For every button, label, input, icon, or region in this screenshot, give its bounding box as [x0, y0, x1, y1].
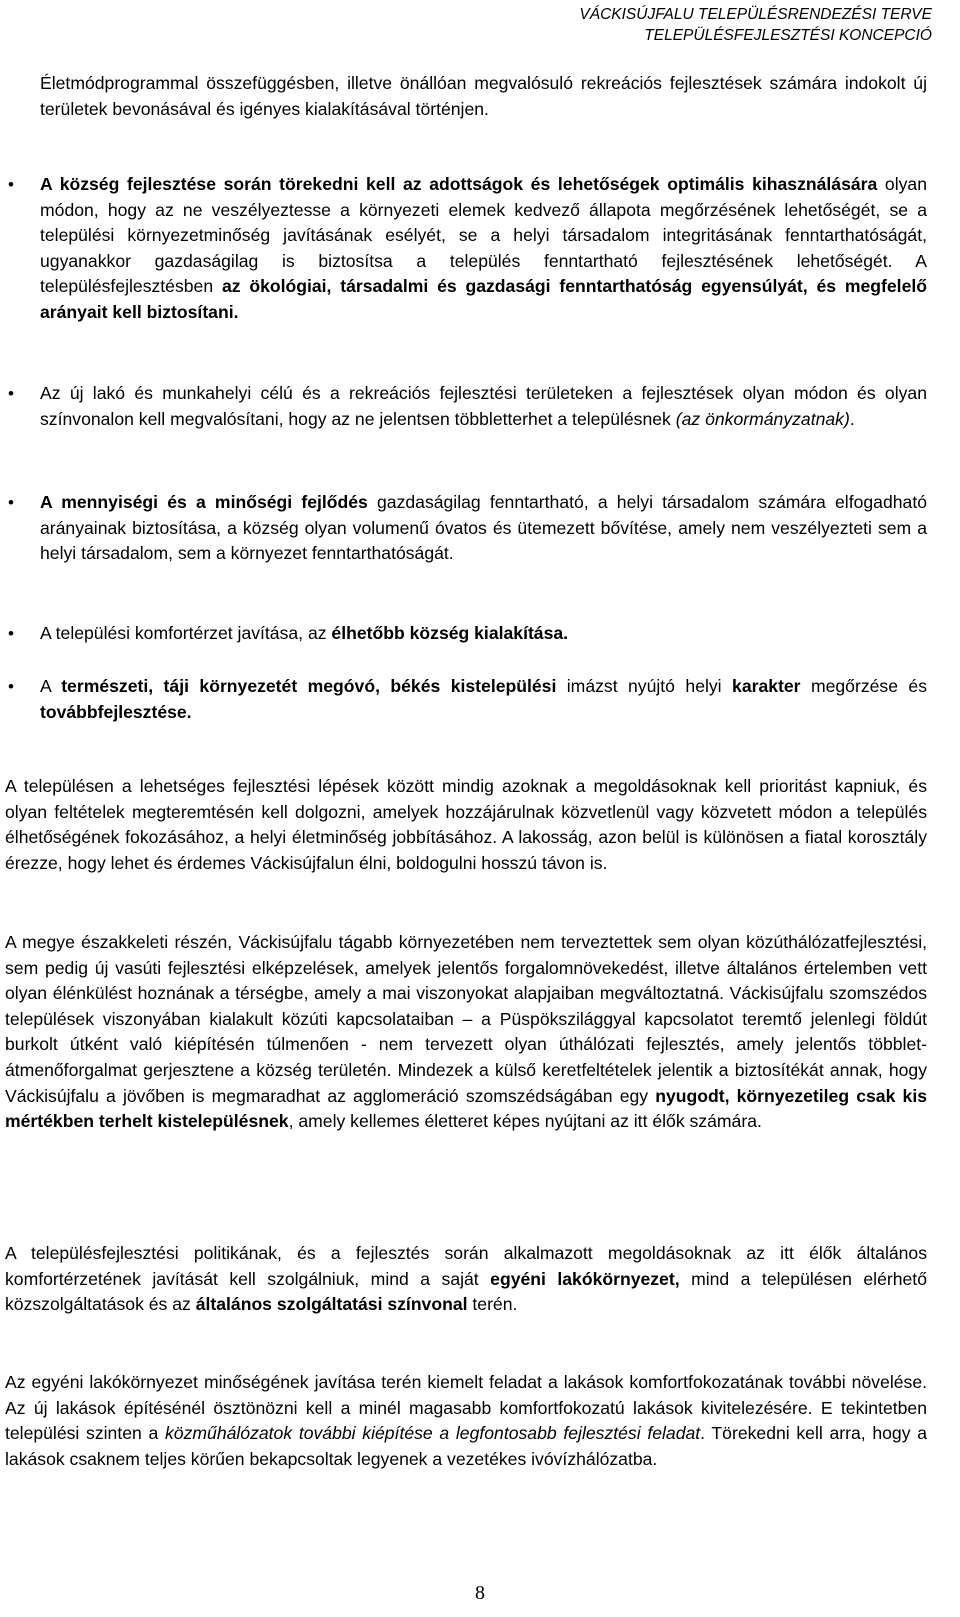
- header-subtitle: TELEPÜLÉSFEJLESZTÉSI KONCEPCIÓ: [644, 27, 932, 44]
- body-paragraph: [5, 1241, 927, 1318]
- bullet-item: [8, 172, 927, 326]
- bullet-bold-text: A mennyiségi és a minőségi fejlődés: [40, 492, 368, 512]
- bullet-icon: •: [8, 493, 14, 512]
- bullet-icon: •: [8, 677, 14, 696]
- paragraph-bold-text: általános szolgáltatási színvonal: [195, 1294, 468, 1315]
- bullet-item: [8, 381, 927, 432]
- paragraph-bold-text: egyéni lakókörnyezet,: [490, 1268, 680, 1289]
- bullet-text: .: [849, 408, 855, 429]
- bullet-text: megőrzése és: [800, 676, 927, 696]
- bullet-text: imázst nyújtó helyi: [556, 676, 733, 696]
- paragraph-italic-text: közműhálózatok további kiépítése a legfontosabb fejlesztési feladat: [165, 1423, 701, 1444]
- bullet-icon: •: [8, 624, 14, 643]
- paragraph-text: . Törekedni kell arra, hogy a lakások csaknem teljes körűen bekapcsoltak legyenek a vezetékes ivóvízhálózatba.: [5, 1423, 928, 1469]
- bullet-bold-text: továbbfejlesztése.: [40, 701, 192, 722]
- bullet-text: A: [40, 676, 62, 696]
- bullet-icon: •: [8, 175, 14, 194]
- bullet-bold-text: az ökológiai, társadalmi és gazdasági fenntarthatóság egyensúlyát, és megfelelő arányait kell biztosítani.: [40, 276, 927, 322]
- running-header: [579, 4, 932, 46]
- header-title: VÁCKISÚJFALU TELEPÜLÉSRENDEZÉSI TERVE: [579, 6, 932, 23]
- paragraph-text: mind a településen elérhető közszolgáltatások és az: [5, 1268, 927, 1315]
- paragraph-text: , amely kellemes életteret képes nyújtani az itt élők számára.: [288, 1111, 762, 1132]
- bullet-italic-text: (az önkormányzatnak): [675, 408, 850, 429]
- bullet-text: A települési komfortérzet javítása, az: [40, 623, 332, 643]
- paragraph-text: A megye északkeleti részén, Váckisújfalu tágabb környezetében nem terveztettek sem olyan közúthálózatfejlesztési, sem pedig új vasúti fejlesztési elképzelések, amelyek jelentős forgalomnövekedést, illetve általános értelemben vett olyan élénkülést hoznának a térségbe, amely a mai viszonyokat alapjaiban megváltoztatná. Váckisújfalu szomszédos települések viszonyában kialakult közúti kapcsolataiban – a Püspökszilággyal kapcsolatot teremtő jelenlegi földút burkolt útként való kiépítésén túlmenően - nem tervezett olyan úthálózati fejlesztés, amely jelentős többlet-átmenőforgalmat gerjesztene a község területén. Mindezek a külső keretfeltételek jelentik a biztosítékát annak, hogy Váckisújfalu a jövőben is megmaradhat az agglomeráció szomszédságában egy: [5, 932, 927, 1106]
- body-paragraph: [5, 1370, 927, 1472]
- page-number: 8: [475, 1582, 485, 1604]
- bullet-bold-text: élhetőbb község kialakítása.: [331, 623, 569, 643]
- paragraph-text: terén.: [467, 1294, 518, 1315]
- paragraph-text: A településfejlesztési politikának, és a fejlesztés során alkalmazott megoldásoknak az itt élők általános komfortérzetének javítását kell szolgálniuk, mind a saját: [5, 1243, 927, 1289]
- bullet-item: [8, 490, 927, 567]
- bullet-bold-text: karakter: [732, 676, 801, 696]
- bullet-icon: •: [8, 384, 14, 403]
- body-paragraph: A településen a lehetséges fejlesztési lépések között mindig azoknak a megoldásoknak kell prioritást kapniuk, és olyan feltételek megteremtésén kell dolgozni, amelyek hozzájárulnak közvetlenül vagy közvetett módon a település élhetőségének fokozásához, a helyi életminőség jobbításához. A lakosság, azon belül is különösen a fiatal korosztály érezze, hogy lehet és érdemes Váckisújfalun élni, boldogulni hosszú távon is.: [5, 776, 927, 873]
- bullet-text: gazdaságilag fenntartható, a helyi társadalom számára elfogadható arányainak biztosítása, a község olyan volumenű óvatos és ütemezett bővítése, amely nem veszélyezteti sem a helyi társadalom, sem a környezet fenntarthatóságát.: [40, 492, 927, 564]
- body-paragraph: [5, 930, 927, 1135]
- lead-paragraph: Életmódprogrammal összefüggésben, illetve önállóan megvalósuló rekreációs fejlesztések számára indokolt új területek bevonásával és igényes kialakításával történjen.: [40, 73, 927, 119]
- bullet-item: [8, 674, 927, 725]
- bullet-text: Az új lakó és munkahelyi célú és a rekreációs fejlesztési területeken a fejlesztések olyan módon és olyan színvonalon kell megvalósítani, hogy az ne jelentsen többletterhet a településnek: [40, 383, 927, 429]
- bullet-item: [8, 621, 927, 647]
- bullet-bold-text: A község fejlesztése során törekedni kell az adottságok és lehetőségek optimális kihasználására: [40, 174, 878, 194]
- paragraph-bold-text: nyugodt, környezetileg csak kis mértékben terhelt kistelepülésnek: [5, 1085, 927, 1132]
- paragraph-text: Az egyéni lakókörnyezet minőségének javítása terén kiemelt feladat a lakások komfortfokozatának további növelése. Az új lakások építésénél ösztönözni kell a minél magasabb komfortfokozatú lakások kivitelezésére. E tekintetben települési szinten a: [5, 1372, 927, 1444]
- bullet-text: olyan módon, hogy az ne veszélyeztesse a környezeti elemek kedvező állapota megőrzésének lehetőségét, se a települési környezetminőség javításának esélyét, se a helyi társadalom integritásának fenntarthatóságát, ugyanakkor gazdaságilag is biztosítsa a település fenntartható fejlesztésének lehetőségét. A településfejlesztésben: [40, 174, 927, 297]
- bullet-bold-text: természeti, táji környezetét megóvó, békés kistelepülési: [61, 676, 557, 696]
